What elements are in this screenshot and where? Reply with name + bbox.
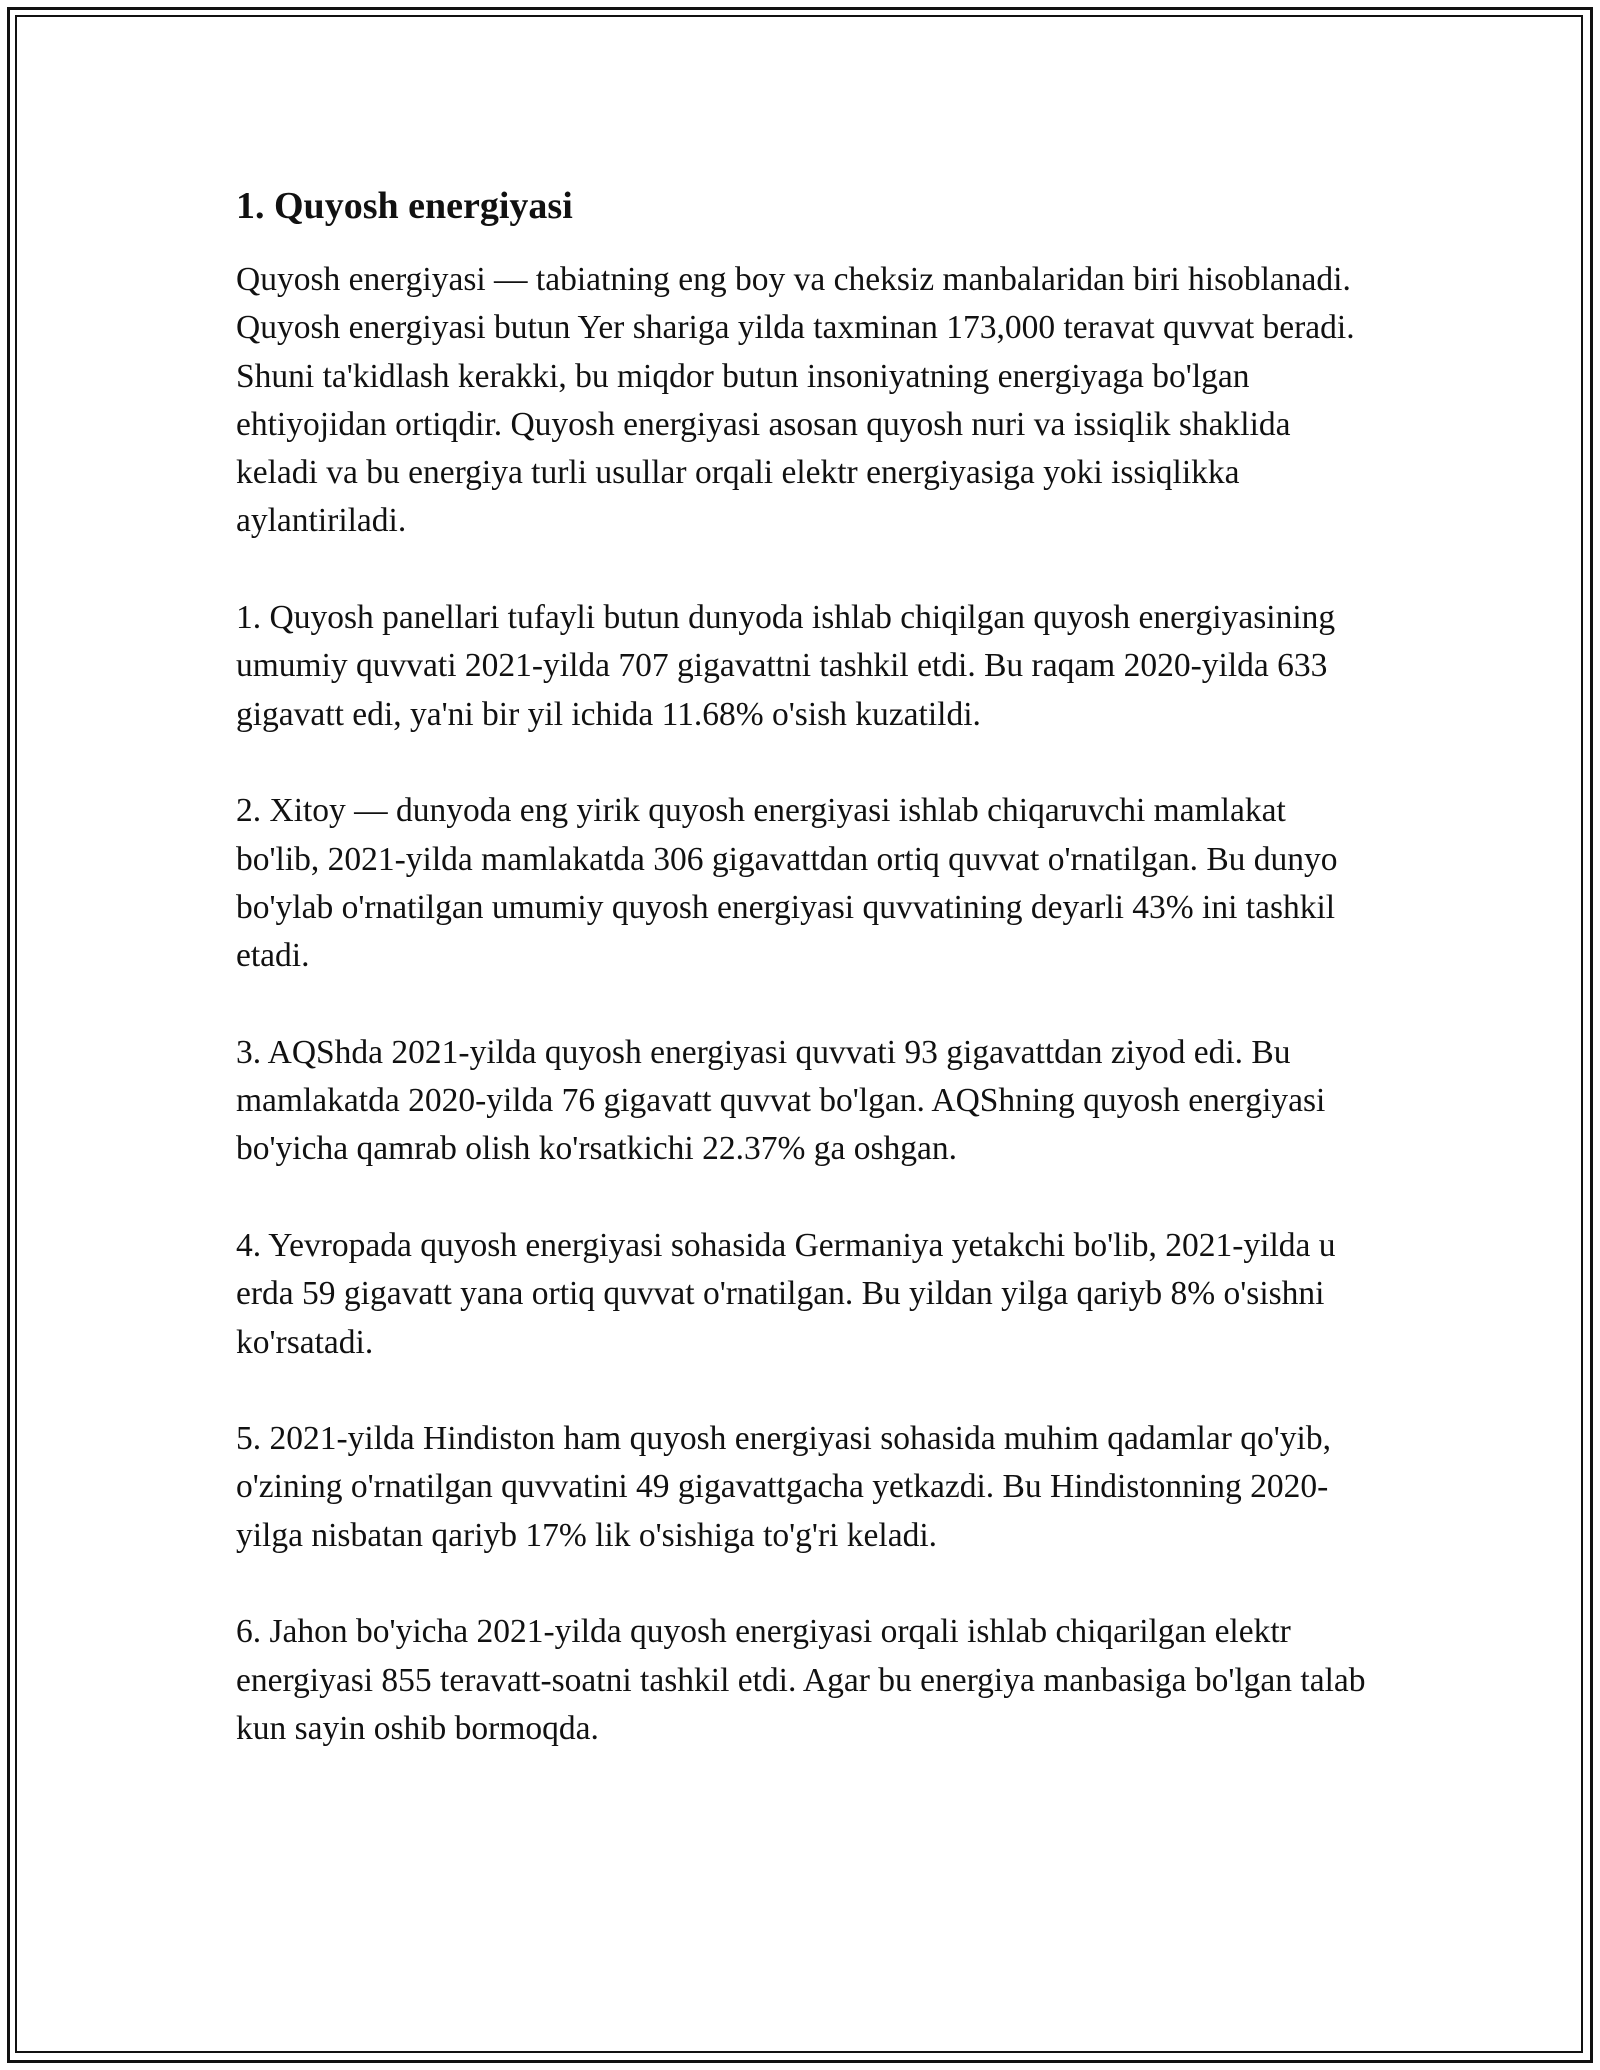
paragraph-item-3: 3. AQShda 2021-yilda quyosh energiyasi quvvati 93 gigavattdan ziyod edi. Bu mamlakatda 2020-yilda 76 gigavatt quvvat bo'lgan. AQShning quyosh energiyasi bo'yicha qamrab olish ko'rsatkichi 22.37% ga oshgan. (236, 1033, 1326, 1168)
paragraph-item-1: 1. Quyosh panellari tufayli butun dunyoda ishlab chiqilgan quyosh energiyasining umumiy quvvati 2021-yilda 707 gigavattni tashkil etdi. Bu raqam 2020-yilda 633 gigavatt edi, ya'ni bir yil ichida 11.68% o'sish kuzatildi. (236, 599, 1336, 733)
intro-paragraph: Quyosh energiyasi — tabiatning eng boy va cheksiz manbalaridan biri hisoblanadi. Quyosh energiyasi butun Yer shariga yilda taxminan 173,000 teravat quvvat beradi. Shuni ta'kidlash kerakki, bu miqdor butun insoniyatning energiyaga bo'lgan ehtiyojidan ortiqdir. Quyosh energiyasi asosan quyosh nuri va issiqlik shaklida keladi va bu energiya turli usullar orqali elektr energiyasiga yoki issiqlikka aylantiriladi. (236, 261, 1355, 540)
paragraph-item-4: 4. Yevropada quyosh energiyasi sohasida Germaniya yetakchi bo'lib, 2021-yilda u erda 59 gigavatt yana ortiq quvvat o'rnatilgan. Bu yildan yilga qariyb 8% o'sishni ko'rsatadi. (236, 1226, 1336, 1361)
paragraph-item-2: 2. Xitoy — dunyoda eng yirik quyosh energiyasi ishlab chiqaruvchi mamlakat bo'lib, 2021-yilda mamlakatda 306 gigavattdan ortiq quvvat o'rnatilgan. Bu dunyo bo'ylab o'rnatilgan umumiy quyosh energiyasi quvvatining deyarli 43% ini tashkil etadi. (236, 792, 1338, 975)
paragraph-item-5: 5. 2021-yilda Hindiston ham quyosh energiyasi sohasida muhim qadamlar qo'yib, o'zining o'rnatilgan quvvatini 49 gigavattgacha yetkazdi. Bu Hindistonning 2020-yilga nisbatan qariyb 17% lik o'sishiga to'g'ri keladi. (236, 1420, 1331, 1554)
section-heading: 1. Quyosh energiyasi (236, 185, 573, 227)
document-body (236, 180, 1376, 1802)
paragraph-item-6: 6. Jahon bo'yicha 2021-yilda quyosh energiyasi orqali ishlab chiqarilgan elektr energiyasi 855 teravatt-soatni tashkil etdi. Agar bu energiya manbasiga bo'lgan talab kun sayin oshib bormoqda. (236, 1613, 1366, 1747)
